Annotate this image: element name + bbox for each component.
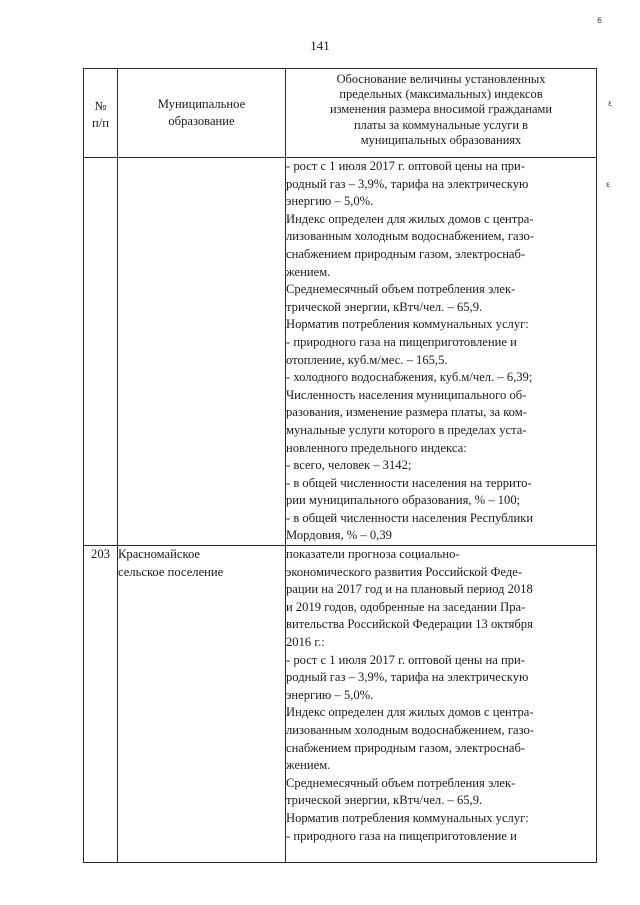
table-row <box>84 546 597 863</box>
text-line: Мордовия, % – 0,39 <box>286 528 392 543</box>
text-line: - природного газа на пищеприготовление и <box>286 828 517 843</box>
text-line: мунальные услуги которого в пределах уста- <box>286 422 527 437</box>
text-line: лизованным холодным водоснабжением, газо- <box>286 723 534 737</box>
row-num <box>84 158 118 546</box>
header-line: Обоснование величины установленных <box>336 72 546 86</box>
text-line: энергию – 5,0%. <box>286 687 374 702</box>
text-line: 2016 г.: <box>286 635 325 650</box>
text-line: Среднемесячный объем потребления элек- <box>286 282 516 297</box>
text-line: Норматив потребления коммунальных услуг: <box>286 810 529 825</box>
text-line: - рост с 1 июля 2017 г. оптовой цены на при- <box>286 652 525 667</box>
municipality-line: Красномайское <box>118 547 200 562</box>
text-line: новленного предельного индекса: <box>286 440 467 455</box>
text-line: снабжением природным газом, электроснаб- <box>286 740 526 755</box>
page-number: 141 <box>310 38 330 53</box>
text-line: трической энергии, кВтч/чел. – 65,9. <box>286 299 483 314</box>
text-line: Индекс определен для жилых домов с центра- <box>286 705 534 720</box>
row-num: 203 <box>84 546 118 863</box>
table-header-row <box>84 69 597 158</box>
text-line: снабжением природным газом, электроснаб- <box>286 246 526 261</box>
text-line: родный газ – 3,9%, тарифа на электрическую <box>286 176 529 191</box>
row-justification <box>286 158 597 546</box>
municipality-line: сельское поселение <box>118 564 224 579</box>
margin-mark: ε <box>606 180 611 189</box>
text-line: энергию – 5,0%. <box>286 194 374 209</box>
text-line: Среднемесячный объем потребления элек- <box>286 775 516 790</box>
header-num <box>84 69 118 158</box>
text-line: Индекс определен для жилых домов с центра- <box>286 211 534 226</box>
text-line: - в общей численности населения Республики <box>286 510 534 525</box>
header-line: муниципальных образованиях <box>360 132 522 147</box>
text-line: жением. <box>286 264 331 279</box>
text-line: - в общей численности населения на террито- <box>286 475 532 490</box>
header-line: предельных (максимальных) индексов <box>339 87 543 102</box>
header-line: п/п <box>92 116 109 130</box>
text-line: рации на 2017 год и на плановый период 2018 <box>286 582 533 597</box>
header-line: изменения размера вносимой гражданами <box>329 102 553 117</box>
row-justification <box>286 546 597 863</box>
header-line: № <box>94 99 107 113</box>
row-municipality <box>118 158 286 546</box>
header-municipality <box>118 69 286 158</box>
text-line: лизованным холодным водоснабжением, газо- <box>286 229 534 244</box>
text-line: Численность населения муниципального об- <box>286 387 527 402</box>
margin-mark: 6 <box>597 16 603 25</box>
text-line: - природного газа на пищеприготовление и <box>286 334 517 349</box>
text-line: - всего, человек – 3142; <box>286 458 412 473</box>
index-justification-table <box>83 68 597 863</box>
text-line: рии муниципального образования, % – 100; <box>286 493 521 508</box>
header-line: платы за коммунальные услуги в <box>354 117 528 132</box>
margin-mark: ε <box>608 99 613 108</box>
row-municipality <box>118 546 286 863</box>
text-line: трической энергии, кВтч/чел. – 65,9. <box>286 793 483 808</box>
text-line: - холодного водоснабжения, куб.м/чел. – 6,39; <box>286 370 533 385</box>
text-line: показатели прогноза социально- <box>286 547 460 562</box>
text-line: отопление, куб.м/мес. – 165,5. <box>286 352 448 367</box>
text-line: родный газ – 3,9%, тарифа на электрическую <box>286 670 529 685</box>
header-line: Муниципальное <box>157 97 246 111</box>
table-row <box>84 158 597 546</box>
text-line: экономического развития Российской Феде- <box>286 564 523 579</box>
header-line: образование <box>168 114 235 128</box>
text-line: жением. <box>286 758 331 773</box>
text-line: вительства Российской Федерации 13 октября <box>286 617 533 632</box>
text-line: и 2019 годов, одобренные на заседании Пра- <box>286 599 526 614</box>
text-line: - рост с 1 июля 2017 г. оптовой цены на при- <box>286 159 525 173</box>
text-line: Норматив потребления коммунальных услуг: <box>286 317 529 332</box>
text-line: разования, изменение размера платы, за ком- <box>286 405 527 420</box>
header-justification <box>286 69 597 158</box>
